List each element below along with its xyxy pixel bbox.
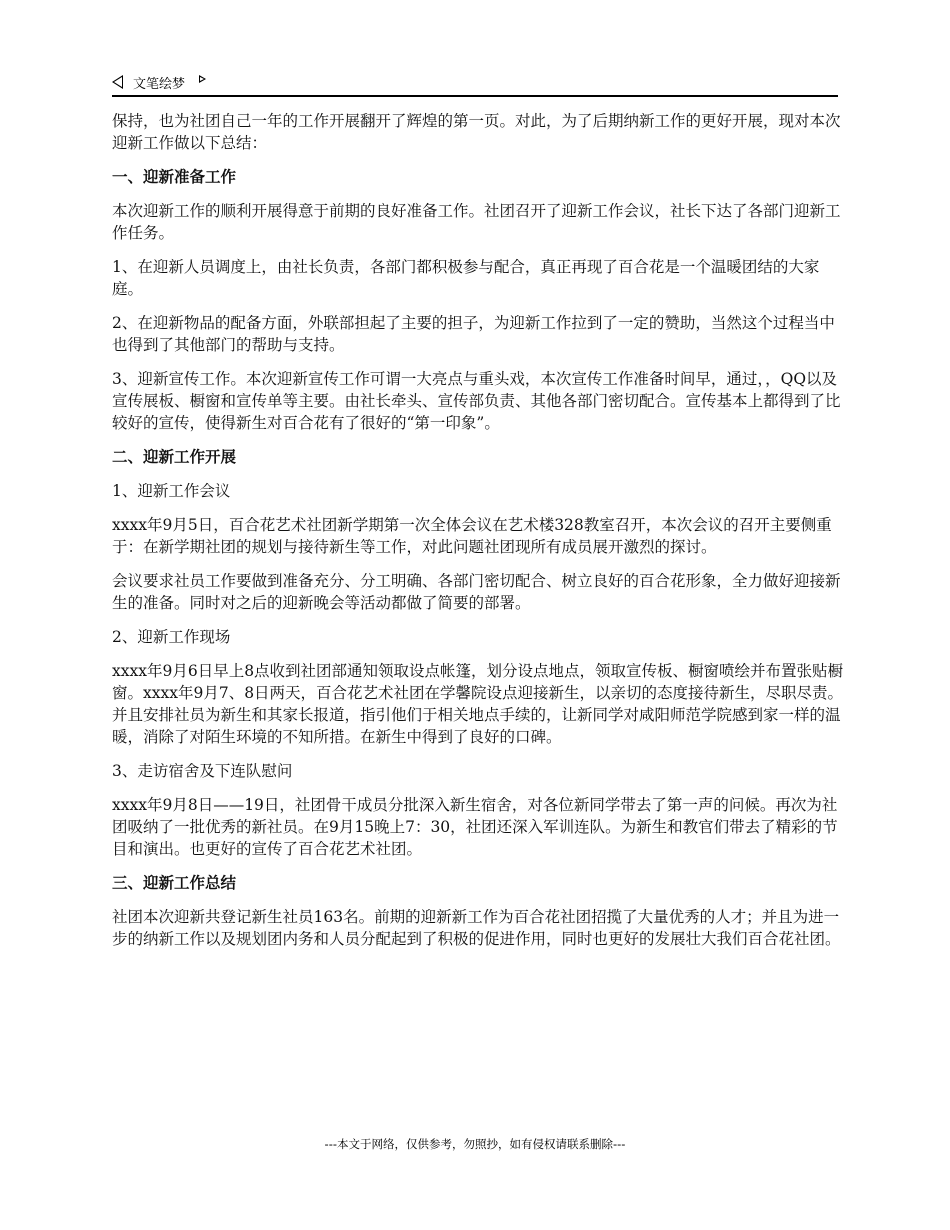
page-header: [112, 70, 838, 94]
paragraph: xxxx年9月8日——19日，社团骨干成员分批深入新生宿舍，对各位新同学带去了第一声的问候。再次为社团吸纳了一批优秀的新社员。在9月15晚上7：30，社团还深入军训连队。为新生和教官们带去了精彩的节目和演出。也更好的宣传了百合花艺术社团。: [112, 796, 838, 858]
paragraph: 1、在迎新人员调度上，由社长负责，各部门都积极参与配合，真正再现了百合花是一个温暖团结的大家庭。: [112, 258, 820, 298]
header-divider: [112, 95, 838, 97]
paragraph: 3、迎新宣传工作。本次迎新宣传工作可谓一大亮点与重头戏，本次宣传工作准备时间早，通过，，QQ以及宣传展板、橱窗和宣传单等主要。由社长牵头、宣传部负责、其他各部门密切配合。宣传基本上都得到了比较好的宣传，使得新生对百合花有了很好的“第一印象”。: [112, 370, 841, 432]
header-brand: [112, 73, 206, 92]
triangle-right-icon: [199, 75, 206, 83]
triangle-left-icon: [112, 75, 123, 89]
document-body: [112, 110, 844, 962]
paragraph: 社团本次迎新共登记新生社员163名。前期的迎新新工作为百合花社团招揽了大量优秀的人才；并且为进一步的纳新工作以及规划团内务和人员分配起到了积极的促进作用，同时也更好的发展壮大我们百合花社团。: [112, 908, 841, 948]
subheading: 1、迎新工作会议: [112, 482, 231, 500]
page-footer-note: ---本文于网络，仅供参考，勿照抄，如有侵权请联系删除---: [324, 1137, 626, 1151]
paragraph: 保持，也为社团自己一年的工作开展翻开了辉煌的第一页。对此，为了后期纳新工作的更好开展，现对本次迎新工作做以下总结：: [112, 112, 841, 152]
section-heading: 二、迎新工作开展: [112, 448, 237, 466]
paragraph: 本次迎新工作的顺利开展得意于前期的良好准备工作。社团召开了迎新工作会议，社长下达了各部门迎新工作任务。: [112, 202, 841, 242]
paragraph: xxxx年9月5日，百合花艺术社团新学期第一次全体会议在艺术楼328教室召开，本次会议的召开主要侧重于：在新学期社团的规划与接待新生等工作，对此问题社团现所有成员展开激烈的探讨。: [112, 516, 832, 556]
section-heading: 三、迎新工作总结: [112, 874, 237, 892]
section-heading: 一、迎新准备工作: [112, 168, 237, 186]
paragraph: xxxx年9月6日早上8点收到社团部通知领取设点帐篷，划分设点地点，领取宣传板、橱窗喷绘并布置张贴橱窗。xxxx年9月7、8日两天，百合花艺术社团在学馨院设点迎接新生，以亲切的态度接待新生，尽职尽责。并且安排社员为新生和其家长报道，指引他们于相关地点手续的，让新同学对咸阳师范学院感到家一样的温暖，消除了对陌生环境的不知所措。在新生中得到了良好的口碑。: [112, 662, 844, 746]
paragraph: 2、在迎新物品的配备方面，外联部担起了主要的担子，为迎新工作拉到了一定的赞助，当然这个过程当中也得到了其他部门的帮助与支持。: [112, 314, 835, 354]
subheading: 3、走访宿舍及下连队慰问: [112, 762, 293, 780]
subheading: 2、迎新工作现场: [112, 628, 231, 646]
header-title: 文笔绘梦: [133, 76, 186, 92]
paragraph: 会议要求社员工作要做到准备充分、分工明确、各部门密切配合、树立良好的百合花形象，全力做好迎接新生的准备。同时对之后的迎新晚会等活动都做了简要的部署。: [112, 572, 841, 612]
